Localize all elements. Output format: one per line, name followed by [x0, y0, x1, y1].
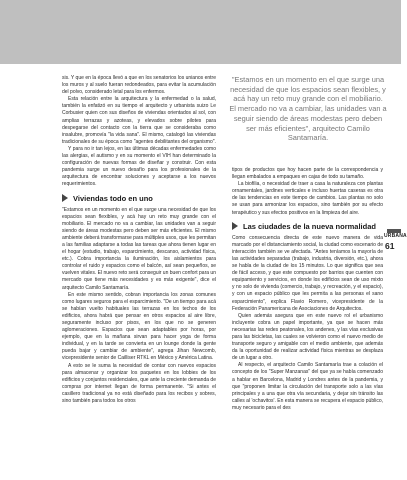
section-label: URBANA: [384, 233, 407, 239]
section-heading: [62, 194, 216, 203]
paragraph: "Estamos en un momento en el que surge una necesidad de que los espacios sean flexibles, y acá hay un reto muy grande con el mobiliario. El mercado no va a cambiar, las unidades van a seguir siendo de áreas modestas pero deben ser más eficientes. El mismo ambiente deberá transformarse para múltiples usos, que les permitan a las familias adaptarse a todas las tareas que ahora tienen lugar en el hogar (estudio, trabajo, esparcimiento, descanso, actividad física, etc.). Cobra importancia la iluminación, los aislamientos para controlar el ruido y espacios como el balcón, así sean pequeños, se vuelven vitales. El nuevo reto será conseguir un buen confort para un mercado que tiene más necesidades y es más exigente", dice el arquitecto Camilo Santamaría.: [62, 206, 216, 291]
pull-quote: "Estamos en un momento en el que surge una necesidad de que los espacios sean flexibles, y acá hay un reto muy grande con el mobiliario. El mercado no va a cambiar, las unidades van a seguir siendo de áreas modestas pero deben ser más eficientes", arquitecto Camilo Santamaría.: [229, 75, 387, 143]
paragraph: La biofilia, o necesidad de traer a casa la naturaleza con plantas ornamentales, jardines verticales e incluso huertas caseras es otra de las tendencias en este tiempo de cambios. Las plantas no solo se usan para armonizar los espacios, sino también por su efecto terapéutico y sus efectos positivos en la limpieza del aire.: [232, 181, 383, 216]
paragraph: A esto se le suma la necesidad de contar con nuevos espacios para almacenar y organizar los paquetes en los lobbies de los edificios y conjuntos residenciales, que ante la creciente demanda de compras por internet llegan de forma permanente. "Si antes el casillero tradicional ya no está diseñado para los recibos y sobres, sino también para todos los otros: [62, 362, 216, 405]
triangle-bullet-icon: [232, 222, 238, 230]
paragraph: tipos de productos que hoy hacen parte de la correspondencia y llegan embalados a empaques en cajas de todo su tamaño.: [232, 167, 383, 181]
paragraph: Al respecto, el arquitecto Camilo Santamaría trae a colación el concepto de los "Super Manzanas" del que ya se había comenzado a hablar en Barcelona, Madrid y Londres antes de la pandemia, y que "proponen limitar la circulación del transporte solo a las vías principales y a una que otra vía secundaria, y dejar sin tránsito las calles al 'ochavitos'. En esta manera se recupera el espacio público, muy necesario para el des: [232, 362, 383, 411]
top-image-band: [0, 0, 401, 64]
paragraph: sis. Y que en la época llevó a que en los senatorios los unianos entre los muros y al suelo fueran redondeados, para evitar la acumulación del polvo, considerado letal para los enfermos.: [62, 75, 216, 96]
triangle-bullet-icon: [62, 194, 68, 202]
paragraph: Como consecuencia directa de este nuevo manera de vida marcado por el distanciamiento social, la ciudad como escenario de interacción también se ve afectada. "Antes teníamos la mayoría de las actividades separadas (trabajo, industria, diversión, etc.), ahora se habla de la ciudad de los 15 minutos. Lo que significa que sea de fácil acceso, y que este compuesto por barrios que cuenten con equipamiento y servicios, en donde los edificios sean de uso mixto y no solo de vivienda (comercio, trabajo, y recreación, y el espacio), y con un espacio público que les permita a las personas el sano esparcimiento", explica Flavio Romero, vicepresidente de la Federación Panamericana de Asociaciones de Arquitectos.: [232, 234, 383, 312]
section-heading-text: Viviendas todo en uno: [73, 193, 153, 203]
paragraph: Quien además asegura que en este nuevo rol el urbanismo incluyente cobra un papel importante, ya que se hacen más necesarias las redes peatonales, los andenes, y las vías exclusivas para las bicicletas, las cuales se volvieron como el nuevo medio de transporte seguro y amigable con el medio ambiente, que además da la oportunidad de realizar actividad física mientras se desplaza de un lugar a otro.: [232, 312, 383, 362]
right-text-column: [232, 167, 383, 412]
section-heading-text: Las ciudades de la nueva normalidad: [243, 221, 376, 231]
paragraph: Y para no ir tan lejos, en las últimas décadas enfermedades como las alergias, el autismo y en su momento el VIH han determinado la configuración de nuevas formas de diseñar y construir. Con esta pandemia surge un nuevo desafío para los profesionales de la arquitectura de encontrar soluciones y aceptarse a los nuevos requerimientos.: [62, 145, 216, 188]
paragraph: En este mismo sentido, cobran importancia los zonas comunes como lugares seguros para el esparcimiento. "De un tiempo para acá se habían vuelto habituales las terrazas en los techos de los edificios, ahora habrá que pensar en otros espacios al aire libre, seguramente incluso por pisos, en los que no se generen aglomeraciones. Espacios que sean adaptables por horas, por ejemplo, que en la mañana sirvan para hacer yoga de forma individual, y en la tarde se convierta en un lounge donde la gente pueda bajar y cambiar de ambiente", agrega Jihan Newcomb, vicepresidente senior de Cailliser RTKL en México y América Latina.: [62, 291, 216, 362]
paragraph: Esta relación entre la arquitectura y la enfermedad o la salud, también la enfatizó en su tiempo el arquitecto y urbanista suizo Le Corbusier quien con sus diseños de viviendas orientados al sol, con amplias terrazas y azoteas, y elevados sobre pilotes para despegarse del contacto con la tierra que se consideraba como insalubre, promovía "la vida sana". El mismo, catalogó las viviendas tradicionales de su época como "agentes debilitantes del organismo".: [62, 96, 216, 145]
section-heading: [232, 222, 383, 231]
page-number: 61: [385, 241, 395, 251]
left-text-column: [62, 75, 216, 405]
